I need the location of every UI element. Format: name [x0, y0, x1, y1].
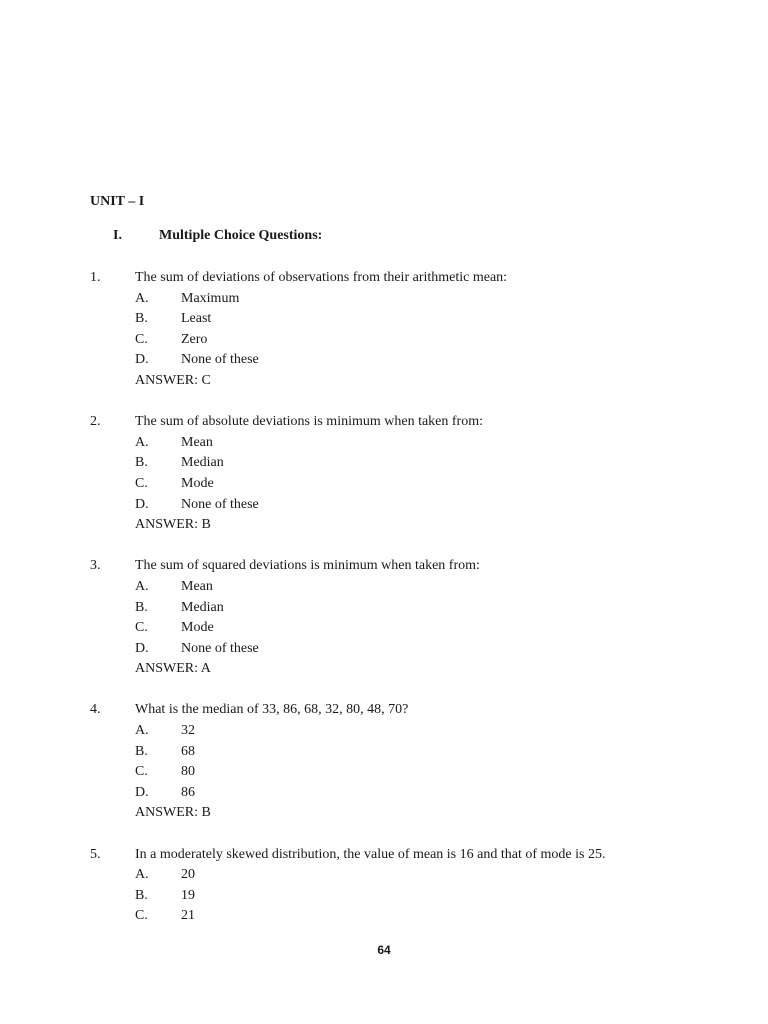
- question-list: [90, 268, 710, 948]
- option-item: [90, 350, 710, 371]
- question-line: [90, 412, 710, 433]
- answer-text: ANSWER: B: [135, 805, 211, 821]
- question-number: 2.: [90, 414, 101, 430]
- option-letter: C.: [135, 908, 148, 924]
- option-letter: C.: [135, 620, 148, 636]
- question-item: [90, 700, 710, 824]
- option-letter: D.: [135, 352, 149, 368]
- option-item: [90, 906, 710, 927]
- option-text: 19: [181, 887, 195, 903]
- option-letter: A.: [135, 434, 149, 450]
- option-item: [90, 783, 710, 804]
- option-letter: D.: [135, 640, 149, 656]
- option-text: None of these: [181, 496, 259, 512]
- question-number: 5.: [90, 846, 101, 862]
- option-item: [90, 598, 710, 619]
- option-item: [90, 495, 710, 516]
- option-letter: D.: [135, 784, 149, 800]
- option-letter: A.: [135, 723, 149, 739]
- question-text: What is the median of 33, 86, 68, 32, 80, 48, 70?: [135, 702, 409, 718]
- option-item: [90, 742, 710, 763]
- option-text: Mean: [181, 434, 213, 450]
- option-item: [90, 886, 710, 907]
- option-text: None of these: [181, 640, 259, 656]
- option-item: [90, 639, 710, 660]
- option-letter: B.: [135, 743, 148, 759]
- option-letter: B.: [135, 455, 148, 471]
- answer-line: [90, 659, 710, 680]
- question-line: [90, 700, 710, 721]
- question-text: The sum of squared deviations is minimum when taken from:: [135, 558, 480, 574]
- question-number: 4.: [90, 702, 101, 718]
- question-line: [90, 845, 710, 866]
- answer-text: ANSWER: A: [135, 661, 211, 677]
- option-text: 20: [181, 867, 195, 883]
- question-item: [90, 556, 710, 680]
- option-text: Least: [181, 311, 212, 327]
- option-item: [90, 289, 710, 310]
- option-text: 80: [181, 764, 195, 780]
- option-item: [90, 762, 710, 783]
- option-letter: A.: [135, 867, 149, 883]
- option-text: Mode: [181, 475, 214, 491]
- option-item: [90, 577, 710, 598]
- option-item: [90, 330, 710, 351]
- answer-line: [90, 371, 710, 392]
- option-letter: C.: [135, 331, 148, 347]
- question-line: [90, 268, 710, 289]
- option-text: 21: [181, 908, 195, 924]
- option-item: [90, 865, 710, 886]
- option-text: None of these: [181, 352, 259, 368]
- option-text: 32: [181, 723, 195, 739]
- option-text: Mean: [181, 578, 213, 594]
- question-item: [90, 845, 710, 927]
- option-item: [90, 618, 710, 639]
- option-item: [90, 453, 710, 474]
- option-letter: A.: [135, 578, 149, 594]
- question-item: [90, 268, 710, 392]
- question-number: 1.: [90, 270, 101, 285]
- option-letter: D.: [135, 496, 149, 512]
- answer-line: [90, 515, 710, 536]
- option-item: [90, 474, 710, 495]
- option-text: Zero: [181, 331, 208, 347]
- question-line: [90, 556, 710, 577]
- option-text: 68: [181, 743, 195, 759]
- option-letter: B.: [135, 599, 148, 615]
- section-number: I.: [113, 228, 122, 243]
- answer-text: ANSWER: B: [135, 517, 211, 533]
- option-letter: C.: [135, 764, 148, 780]
- option-letter: B.: [135, 311, 148, 327]
- option-item: [90, 721, 710, 742]
- question-text: In a moderately skewed distribution, the value of mean is 16 and that of mode is 25.: [135, 846, 606, 862]
- option-letter: A.: [135, 290, 149, 306]
- option-item: [90, 433, 710, 454]
- option-text: Median: [181, 455, 224, 471]
- question-number: 3.: [90, 558, 101, 574]
- answer-text: ANSWER: C: [135, 372, 211, 388]
- option-item: [90, 309, 710, 330]
- section-title: Multiple Choice Questions:: [159, 228, 323, 243]
- option-text: Maximum: [181, 290, 240, 306]
- page-number: 64: [377, 943, 391, 957]
- option-text: 86: [181, 784, 195, 800]
- question-text: The sum of deviations of observations from their arithmetic mean:: [135, 270, 508, 285]
- option-letter: C.: [135, 475, 148, 491]
- unit-title: UNIT – I: [90, 194, 145, 209]
- question-text: The sum of absolute deviations is minimum when taken from:: [135, 414, 483, 430]
- option-text: Median: [181, 599, 224, 615]
- answer-line: [90, 803, 710, 824]
- option-letter: B.: [135, 887, 148, 903]
- option-text: Mode: [181, 620, 214, 636]
- question-item: [90, 412, 710, 536]
